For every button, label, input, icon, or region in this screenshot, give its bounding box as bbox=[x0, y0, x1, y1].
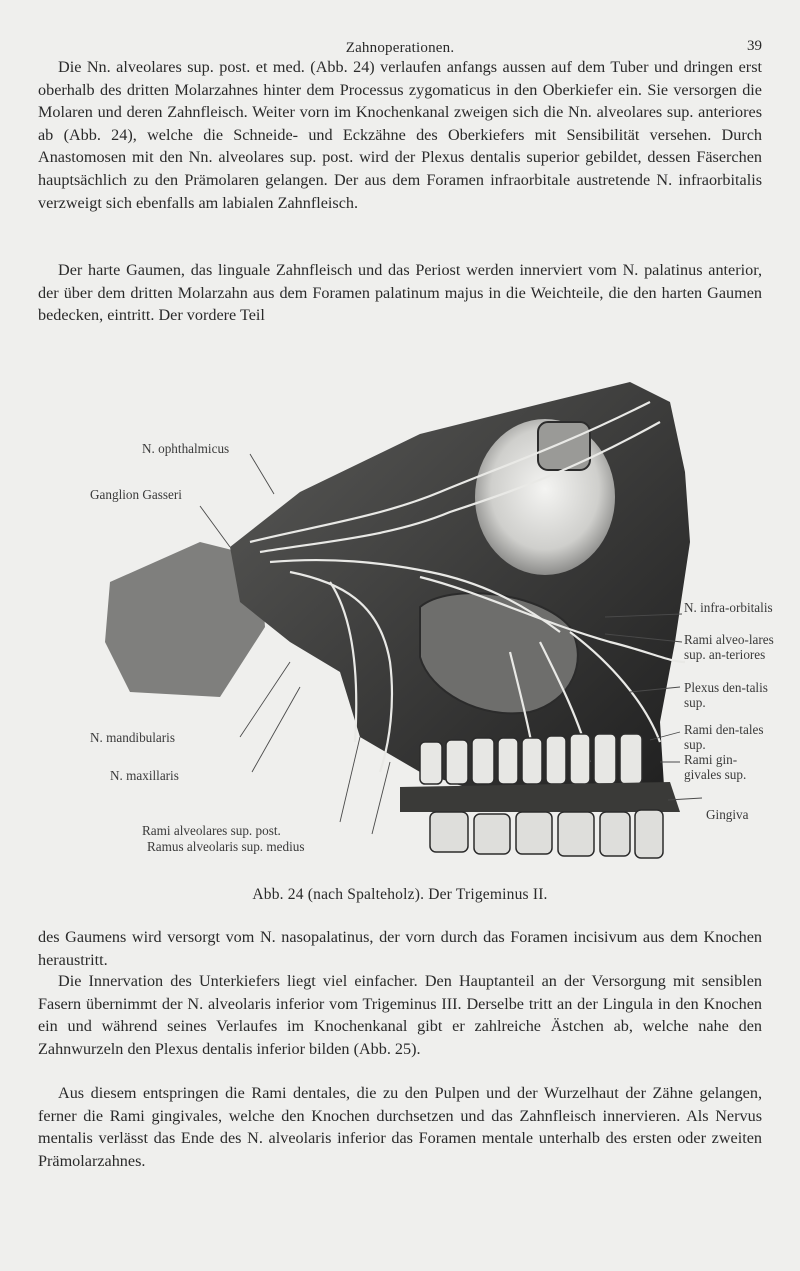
label-n-ophthalmicus: N. ophthalmicus bbox=[142, 441, 230, 456]
label-n-infraorbitalis: N. infra-orbitalis bbox=[684, 600, 773, 615]
label-plexus-dentalis: Plexus den-talis sup. bbox=[684, 680, 768, 710]
label-rami-alveolares-ant: Rami alveo-lares sup. an-teriores bbox=[684, 632, 774, 662]
paragraph-harter-gaumen: Der harte Gaumen, das linguale Zahnfleisch und das Periost werden innerviert vom N. palatinus anterior, der über dem dritten Molarzahn aus dem Foramen palatinum majus in die Weichteile, die den harten Gaumen bedecken, eintritt. Der vordere Teil bbox=[38, 261, 762, 325]
running-title: Zahnoperationen. bbox=[345, 40, 455, 56]
label-n-mandibularis: N. mandibularis bbox=[90, 730, 175, 745]
lower-teeth bbox=[430, 810, 663, 858]
upper-teeth bbox=[420, 734, 642, 784]
figure-caption: Abb. 24 (nach Spalteholz). Der Trigeminus II. bbox=[252, 886, 548, 903]
label-rami-gingivales: Rami gin-givales sup. bbox=[684, 752, 747, 782]
paragraph-rami-dentales: Aus diesem entspringen die Rami dentales, die zu den Pulpen und der Wurzelhaut der Zähne gelangen, ferner die Rami gingivales, welche den Knochen durchsetzen und das Zahnfleisch innervieren. Als Nervus mentalis verlässt das Ende des N. alveolaris inferior das Foramen mentale unterhalb des ersten oder zweiten Prämolarzahnes. bbox=[38, 1084, 762, 1170]
page-number: 39 bbox=[747, 38, 762, 54]
muscle-shape bbox=[538, 422, 590, 470]
anatomical-illustration bbox=[90, 342, 770, 870]
figure-trigeminus bbox=[90, 342, 774, 870]
label-rami-alveolares-post: Rami alveolares sup. post. bbox=[142, 823, 281, 838]
label-ramus-alveolaris-medius: Ramus alveolaris sup. medius bbox=[147, 839, 305, 854]
paragraph-alveolares: Die Nn. alveolares sup. post. et med. (Abb. 24) verlaufen anfangs aussen auf dem Tuber und dringen erst oberhalb des dritten Molarzahnes hinter dem Processus zygomaticus in den Oberkiefer ein. Sie versorgen die Molaren und deren Zahnfleisch. Weiter vorn im Knochenkanal zweigen sich die Nn. alveolares sup. anteriores ab (Abb. 24), welche die Schneide- und Eckzähne des Oberkiefers mit Sensibilität versehen. Durch Anastomosen mit den Nn. alveolares sup. post. wird der Plexus dentalis superior gebildet, dessen Fäserchen hauptsächlich zu den Prämolaren gelangen. Der aus dem Foramen infraorbitale austretende N. infraorbitalis verzweigt sich ebenfalls am labialen Zahnfleisch. bbox=[38, 58, 762, 212]
paragraph-unterkiefer: Die Innervation des Unterkiefers liegt viel einfacher. Den Hauptanteil an der Versorgung mit sensiblen Fasern übernimmt der N. alveolaris inferior vom Trigeminus III. Derselbe tritt an der Lingula in den Knochen ein und während seines Verlaufes im Knochenkanal gibt er zahlreiche Ästchen ab, welche nahe den Zahnwurzeln den Plexus dentalis inferior bilden (Abb. 25). bbox=[38, 972, 762, 1058]
label-gingiva: Gingiva bbox=[706, 807, 749, 822]
label-rami-dentales: Rami den-tales sup. bbox=[684, 722, 764, 752]
paragraph-gaumen-vorderteil: des Gaumens wird versorgt vom N. nasopalatinus, der vorn durch das Foramen incisivum aus dem Knochen heraustritt. bbox=[38, 928, 762, 969]
label-n-maxillaris: N. maxillaris bbox=[110, 768, 179, 783]
label-ganglion-gasseri: Ganglion Gasseri bbox=[90, 487, 182, 502]
gingiva-shape bbox=[400, 782, 680, 812]
